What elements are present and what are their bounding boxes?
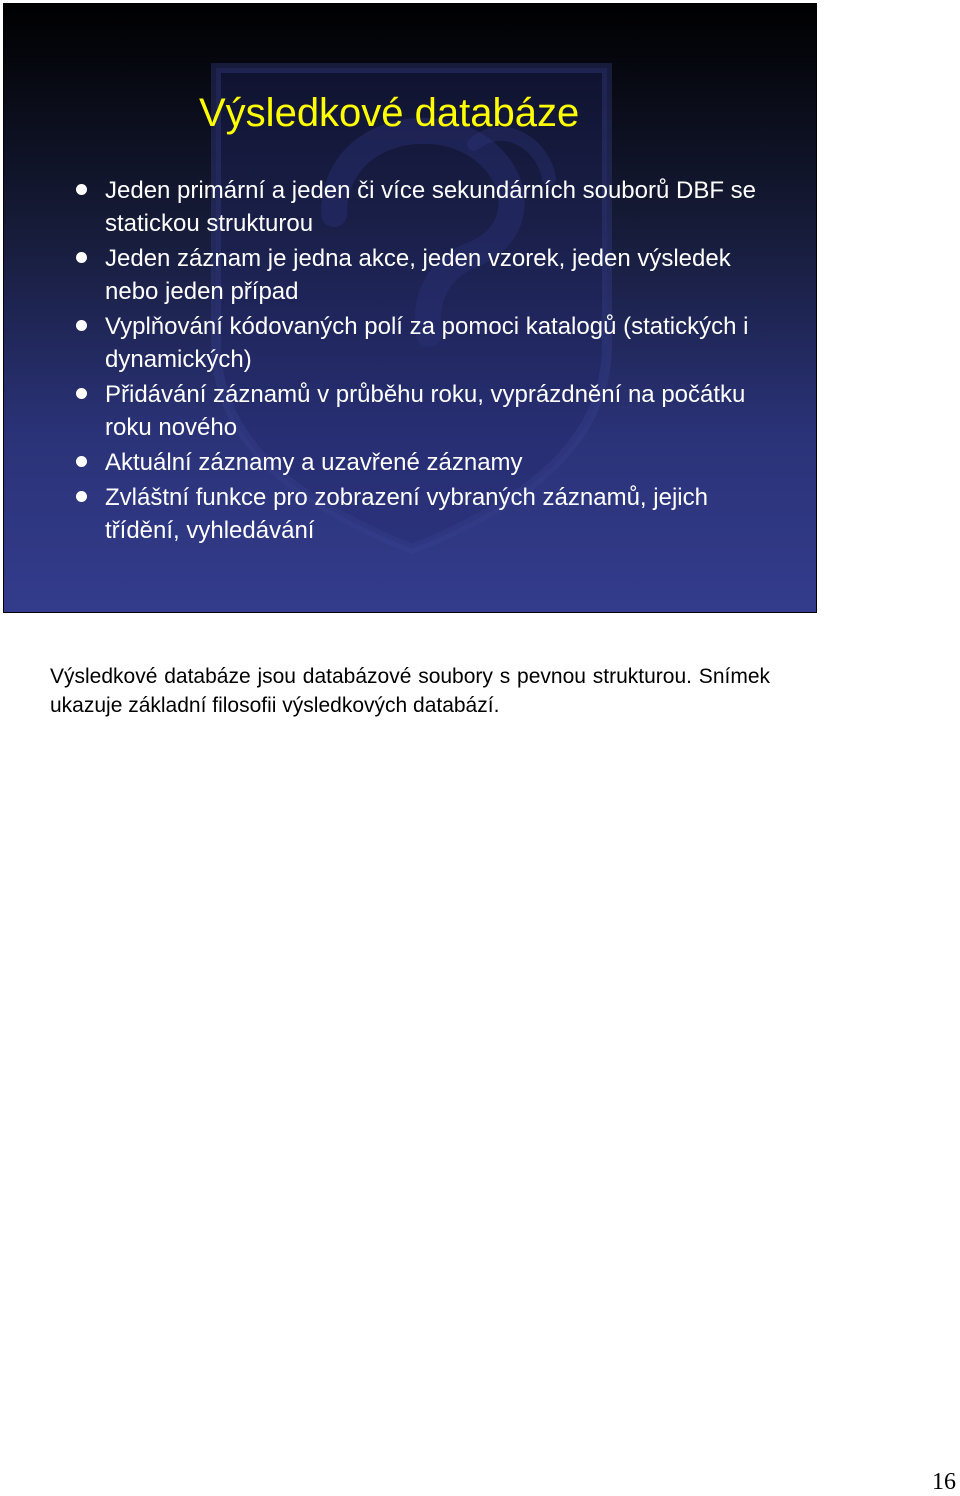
list-item: [4, 446, 765, 479]
slide-notes: Výsledkové databáze jsou databázové soubory s pevnou strukturou. Snímek ukazuje základní filosofii výsledkových databází.: [50, 665, 770, 717]
bullet-icon: [76, 252, 87, 263]
bullet-text: Vyplňování kódovaných polí za pomoci katalogů (statických i dynamických): [105, 313, 749, 373]
slide: [3, 3, 817, 613]
list-item: [4, 481, 765, 547]
list-item: [4, 378, 765, 444]
bullet-text: Zvláštní funkce pro zobrazení vybraných záznamů, jejich třídění, vyhledávání: [105, 484, 708, 544]
list-item: [4, 310, 765, 376]
bullet-text: Jeden záznam je jedna akce, jeden vzorek, jeden výsledek nebo jeden případ: [105, 245, 731, 305]
page-number: 16: [932, 1469, 956, 1495]
list-item: [4, 174, 765, 240]
slide-title: Výsledkové databáze: [199, 91, 580, 135]
bullet-list: [4, 174, 816, 549]
bullet-icon: [76, 456, 87, 467]
bullet-icon: [76, 491, 87, 502]
bullet-text: Jeden primární a jeden či více sekundárních souborů DBF se statickou strukturou: [105, 177, 757, 237]
bullet-icon: [76, 320, 87, 331]
bullet-text: Přidávání záznamů v průběhu roku, vyprázdnění na počátku roku nového: [105, 381, 746, 441]
bullet-icon: [76, 388, 87, 399]
list-item: [4, 242, 765, 308]
bullet-icon: [76, 184, 87, 195]
bullet-text: Aktuální záznamy a uzavřené záznamy: [105, 449, 523, 476]
